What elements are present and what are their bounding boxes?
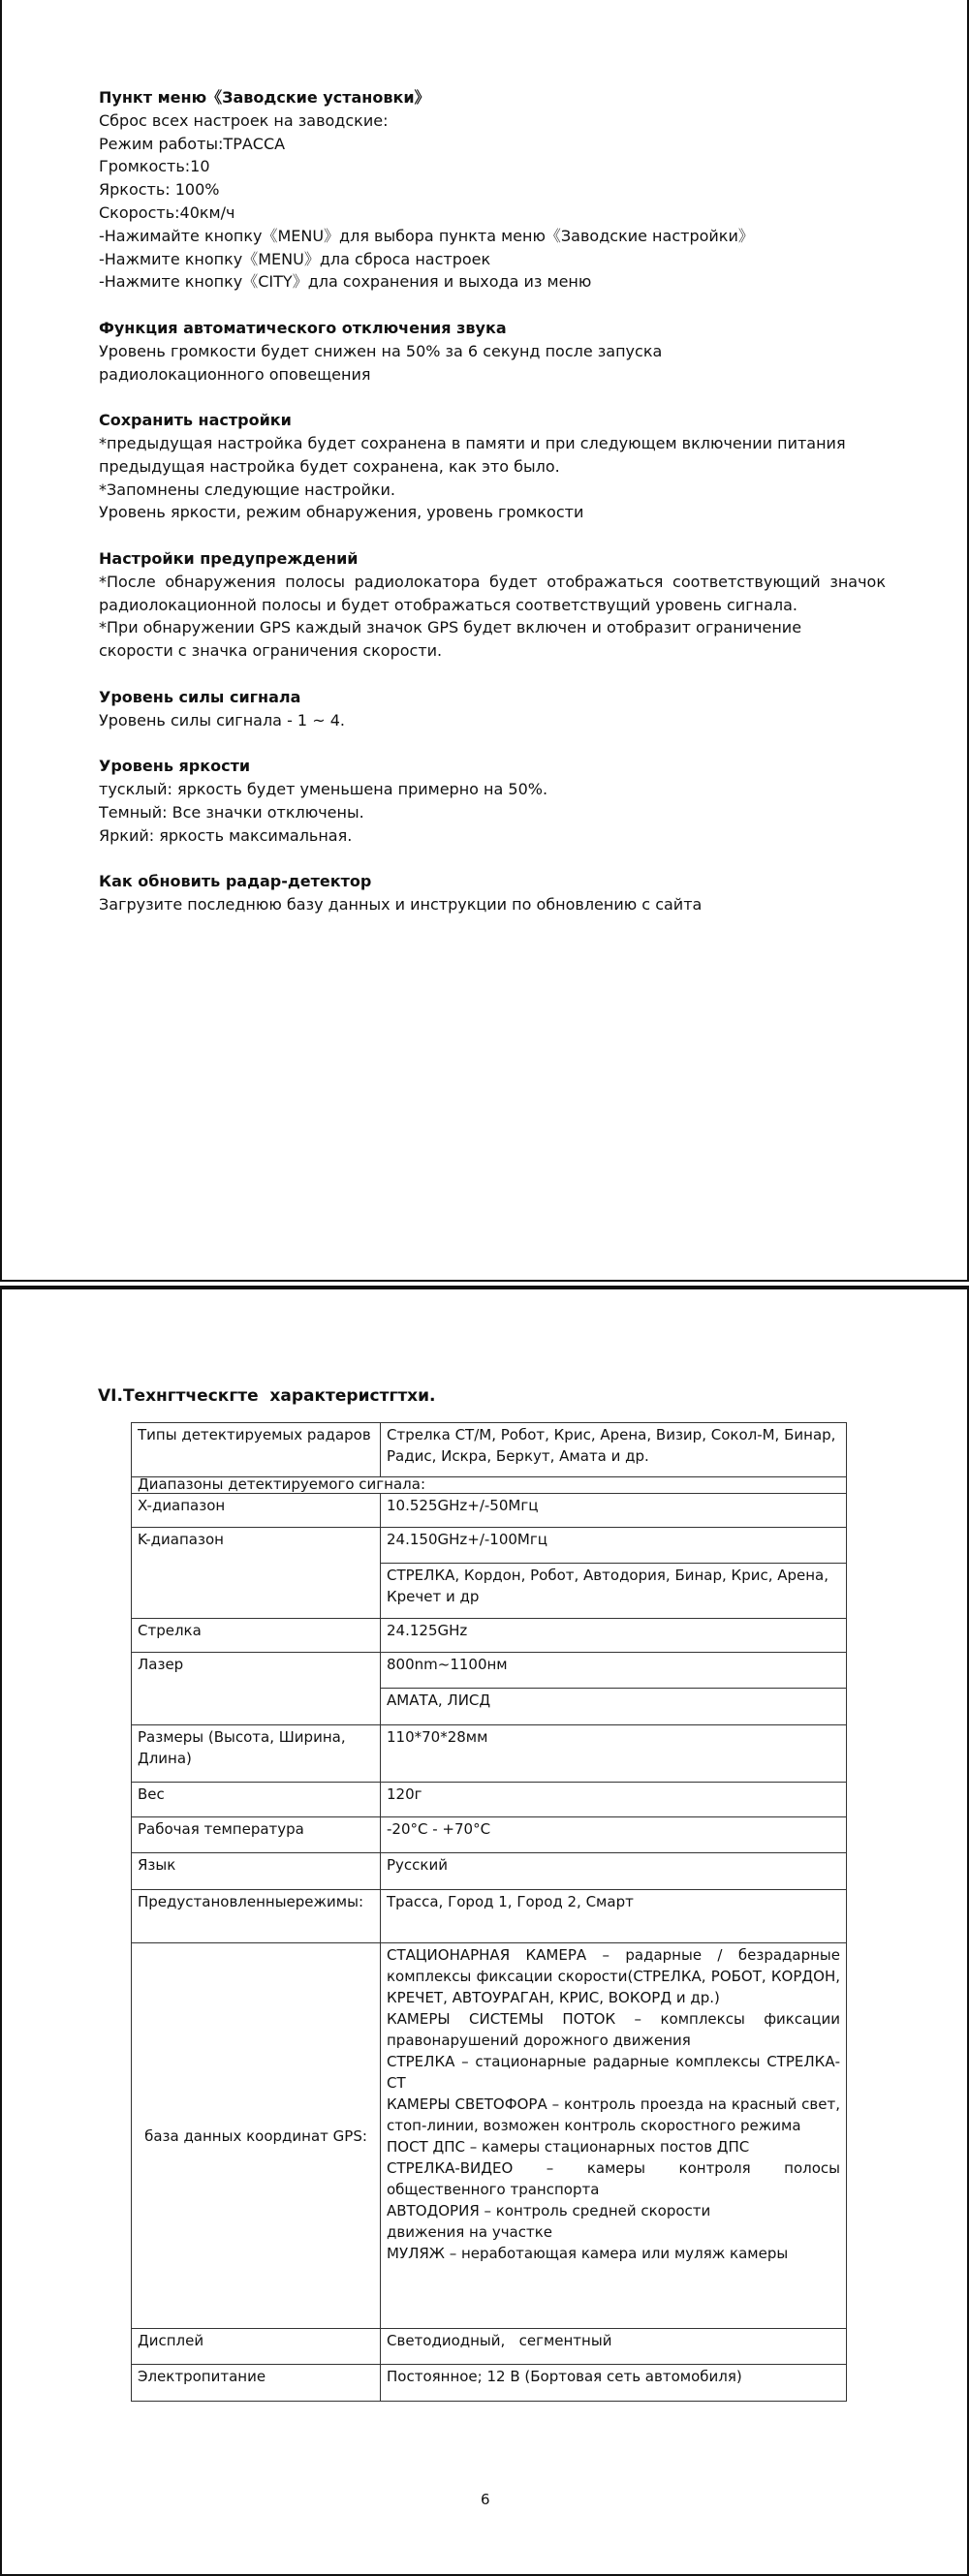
table-row	[132, 1890, 847, 1943]
row-label: база данных координат GPS:	[132, 1943, 381, 2329]
row-value: Русский	[381, 1853, 847, 1890]
text-paragraph: *После обнаружения полосы радиолокатора будет отображаться соответствующий значок радиолокационной полосы и будет отображаться соответствущий уровень сигнала.	[99, 572, 886, 614]
table-row	[132, 1477, 847, 1494]
row-value: Светодиодный, сегментный	[381, 2329, 847, 2365]
table-row	[132, 2365, 847, 2402]
row-label: Дисплей	[132, 2329, 381, 2365]
row-value: 10.525GHz+/-50Мгц	[381, 1494, 847, 1528]
row-label: Вес	[132, 1783, 381, 1817]
table-row	[132, 1817, 847, 1853]
table-row	[132, 1423, 847, 1477]
text-line: Загрузите последнюю базу данных и инструкции по обновлению с сайта	[99, 894, 703, 914]
text-line: Яркий: яркость максимальная.	[99, 825, 353, 845]
row-value: 120г	[381, 1783, 847, 1817]
section-heading-signal-level: Уровень силы сигнала	[99, 687, 301, 706]
gps-item: СТРЕЛКА-ВИДЕО – камеры контроля полосы общественного транспорта	[387, 2159, 840, 2198]
row-label: X-диапазон	[132, 1494, 381, 1528]
bands-header: Диапазоны детектируемого сигнала:	[132, 1477, 847, 1494]
text-line: Уровень силы сигнала - 1 ~ 4.	[99, 710, 345, 729]
settings-text	[99, 86, 886, 916]
text-line: -Нажмите кнопку《CITY》дла сохранения и выхода из меню	[99, 272, 592, 292]
row-label: K-диапазон	[132, 1528, 381, 1619]
gps-item: МУЛЯЖ – неработающая камера или муляж камеры	[387, 2245, 789, 2262]
row-value: АМАТА, ЛИСД	[381, 1689, 847, 1725]
row-value: 110*70*28мм	[381, 1725, 847, 1783]
text-line: -Нажимайте кнопку《MENU》для выбора пункта меню《Заводские настройки》	[99, 226, 754, 245]
row-label: Размеры (Высота, Ширина, Длина)	[132, 1725, 381, 1783]
section-heading-update: Как обновить радар-детектор	[99, 872, 372, 891]
text-line: Яркость: 100%	[99, 180, 220, 200]
row-value: Трасса, Город 1, Город 2, Смарт	[381, 1890, 847, 1943]
gps-item: АВТОДОРИЯ – контроль средней скорости движения на участке	[387, 2202, 711, 2241]
row-label: Рабочая температура	[132, 1817, 381, 1853]
row-label: Лазер	[132, 1653, 381, 1725]
gps-item: ПОСТ ДПС – камеры стационарных постов ДПС	[387, 2138, 750, 2156]
text-paragraph: *предыдущая настройка будет сохранена в памяти и при следующем включении питания предыдущая настройка будет сохранена, как это было.	[99, 433, 846, 476]
row-value: 24.150GHz+/-100Мгц	[381, 1528, 847, 1564]
table-row	[132, 2329, 847, 2365]
section-heading-save-settings: Сохранить настройки	[99, 411, 292, 430]
text-line: тусклый: яркость будет уменьшена примерно на 50%.	[99, 779, 548, 798]
row-label: Язык	[132, 1853, 381, 1890]
text-paragraph: Уровень громкости будет снижен на 50% за 6 секунд после запуска радиолокационного оповещения	[99, 341, 663, 384]
table-row	[132, 1853, 847, 1890]
text-line: *Запомнены следующие настройки.	[99, 480, 396, 499]
row-value: СТРЕЛКА, Кордон, Робот, Автодория, Бинар, Крис, Арена, Кречет и др	[381, 1564, 847, 1619]
text-line: -Нажмите кнопку《MENU》дла сброса настроек	[99, 249, 491, 268]
section-heading-factory-reset: Пункт меню《Заводские установки》	[99, 88, 430, 107]
table-row	[132, 1653, 847, 1689]
manual-page-5	[0, 0, 969, 1282]
row-value: 800nm~1100нм	[381, 1653, 847, 1689]
row-label: Типы детектируемых радаров	[132, 1423, 381, 1477]
specifications-table	[131, 1422, 847, 2402]
page-number: 6	[481, 2491, 490, 2508]
row-label: Электропитание	[132, 2365, 381, 2402]
row-value: 24.125GHz	[381, 1619, 847, 1653]
row-value: -20°C - +70°C	[381, 1817, 847, 1853]
section-heading-alert-settings: Настройки предупреждений	[99, 548, 359, 568]
table-row	[132, 1494, 847, 1528]
text-line: Громкость:10	[99, 157, 210, 176]
row-label: Стрелка	[132, 1619, 381, 1653]
row-value: Постоянное; 12 В (Бортовая сеть автомобиля)	[381, 2365, 847, 2402]
gps-item: КАМЕРЫ СВЕТОФОРА – контроль проезда на красный свет, стоп-линии, возможен контроль скоростного режима	[387, 2095, 840, 2134]
text-line: Темный: Все значки отключены.	[99, 802, 364, 822]
specs-title: VI.Технгтческгте характеристгтхи.	[98, 1386, 436, 1406]
row-label: Предустановленныережимы:	[132, 1890, 381, 1943]
gps-item: КАМЕРЫ СИСТЕМЫ ПОТОК – комплексы фиксации правонарушений дорожного движения	[387, 2010, 840, 2049]
text-line: Уровень яркости, режим обнаружения, уровень громкости	[99, 503, 584, 522]
table-row	[132, 1619, 847, 1653]
row-value: Стрелка СТ/М, Робот, Крис, Арена, Визир, Сокол-М, Бинар, Радис, Искра, Беркут, Амата и др.	[381, 1423, 847, 1477]
gps-item: СТРЕЛКА – стационарные радарные комплексы СТРЕЛКА-СТ	[387, 2053, 840, 2092]
text-line: Сброс всех настроек на заводские:	[99, 110, 389, 130]
table-row	[132, 1943, 847, 2329]
text-line: Режим работы:ТРАССА	[99, 134, 286, 153]
gps-item: СТАЦИОНАРНАЯ КАМЕРА – радарные / безрадарные комплексы фиксации скорости(СТРЕЛКА, РОБОТ, КОРДОН, КРЕЧЕТ, АВТОУРАГАН, КРИС, ВОКОРД и др.)	[387, 1946, 840, 2006]
section-heading-auto-mute: Функция автоматического отключения звука	[99, 318, 507, 337]
table-row	[132, 1725, 847, 1783]
table-row	[132, 1528, 847, 1564]
section-heading-brightness: Уровень яркости	[99, 757, 251, 776]
table-row	[132, 1783, 847, 1817]
text-line: Скорость:40км/ч	[99, 202, 235, 222]
text-paragraph: *При обнаружении GPS каждый значок GPS будет включен и отобразит ограничение скорости с значка ограничения скорости.	[99, 618, 802, 661]
gps-database-list	[381, 1943, 847, 2329]
